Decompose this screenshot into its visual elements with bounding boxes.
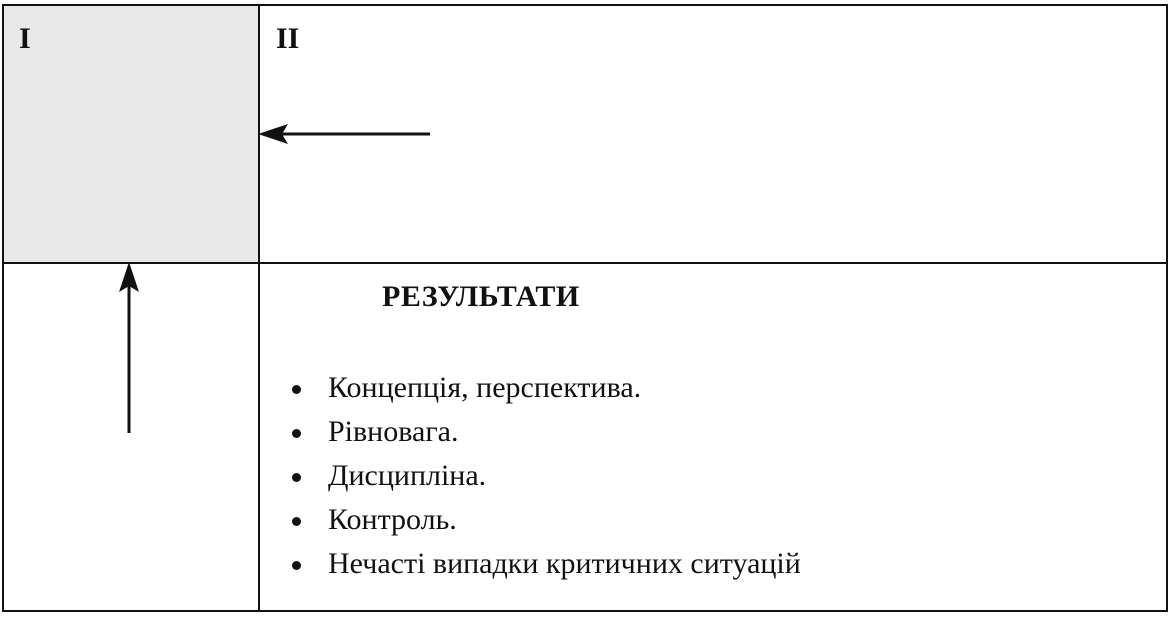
list-item-text: Нечасті випадки критичних ситуацій [328,547,801,580]
results-title: РЕЗУЛЬТАТИ [382,280,580,313]
list-item-text: Контроль. [328,503,457,536]
quadrant-I-label: I [19,22,31,55]
quadrant-II-label: II [276,22,300,55]
list-item-text: Дисципліна. [328,459,487,492]
list-item-text: Концепція, перспектива. [328,371,642,404]
list-item-text: Рівновага. [328,415,459,448]
